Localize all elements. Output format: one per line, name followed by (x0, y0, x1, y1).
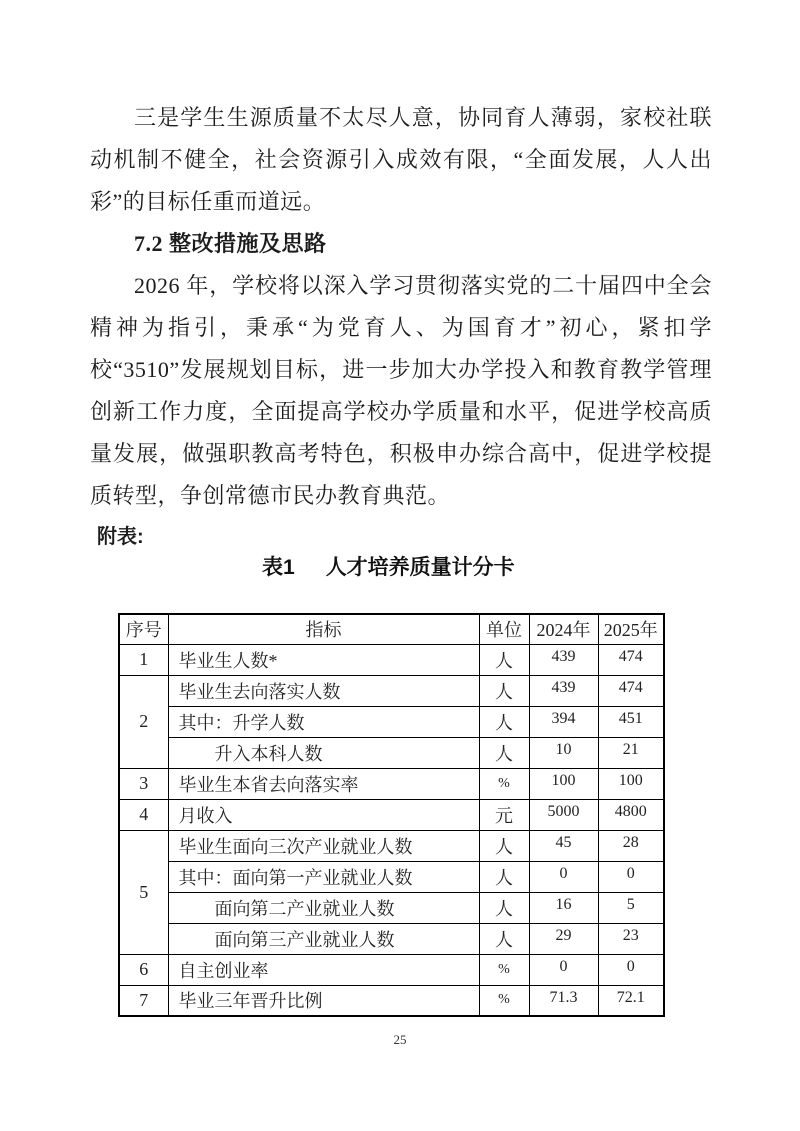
unit-cell: % (479, 985, 529, 1016)
indicator-cell: 毕业生去向落实人数 (168, 675, 479, 706)
value-2025-cell: 72.1 (598, 985, 664, 1016)
unit-cell: % (479, 768, 529, 799)
indicator-cell: 毕业生本省去向落实率 (168, 768, 479, 799)
table-row (119, 923, 664, 954)
scorecard-table (118, 613, 665, 1017)
row-number-cell: 5 (119, 830, 168, 954)
table-row (119, 768, 664, 799)
value-2025-cell: 451 (598, 706, 664, 737)
appendix-label: 附表: (97, 526, 144, 548)
indicator-cell: 其中：面向第一产业就业人数 (168, 861, 479, 892)
row-number-cell: 6 (119, 954, 168, 985)
value-2024-cell: 439 (529, 644, 598, 675)
value-2025-cell: 4800 (598, 799, 664, 830)
row-number-cell: 3 (119, 768, 168, 799)
header-row (119, 614, 664, 644)
value-2025-cell: 474 (598, 675, 664, 706)
value-2025-cell: 0 (598, 861, 664, 892)
unit-cell: 人 (479, 706, 529, 737)
value-2024-cell: 45 (529, 830, 598, 861)
header-cell-2025: 2025年 (598, 614, 664, 644)
value-2025-cell: 5 (598, 892, 664, 923)
indicator-cell: 月收入 (168, 799, 479, 830)
indicator-cell: 面向第三产业就业人数 (168, 923, 479, 954)
unit-cell: 人 (479, 861, 529, 892)
table-caption-text: 人才培养质量计分卡 (325, 556, 515, 579)
value-2024-cell: 5000 (529, 799, 598, 830)
indicator-cell: 自主创业率 (168, 954, 479, 985)
header-cell-2024: 2024年 (529, 614, 598, 644)
row-number-cell: 2 (119, 675, 168, 768)
unit-cell: 人 (479, 892, 529, 923)
paragraph-improvement-plan: 2026 年，学校将以深入学习贯彻落实党的二十届四中全会精神为指引，秉承“为党育人、为国育才”初心，紧扣学校“3510”发展规划目标，进一步加大办学投入和教育教学管理创新工作力度，全面提高学校办学质量和水平，促进学校高质量发展，做强职教高考特色，积极申办综合高中，促进学校提质转型，争创常德市民办教育典范。 (90, 273, 712, 508)
value-2024-cell: 394 (529, 706, 598, 737)
row-number-cell: 7 (119, 985, 168, 1016)
table-title (262, 553, 712, 583)
value-2024-cell: 71.3 (529, 985, 598, 1016)
value-2024-cell: 0 (529, 861, 598, 892)
unit-cell: 人 (479, 923, 529, 954)
indicator-cell: 升入本科人数 (168, 737, 479, 768)
unit-cell: 人 (479, 830, 529, 861)
indicator-cell: 毕业生人数* (168, 644, 479, 675)
value-2024-cell: 439 (529, 675, 598, 706)
value-2025-cell: 28 (598, 830, 664, 861)
table-row (119, 675, 664, 706)
scorecard-table-header (119, 614, 664, 644)
indicator-cell: 面向第二产业就业人数 (168, 892, 479, 923)
unit-cell: 人 (479, 737, 529, 768)
unit-cell: 人 (479, 644, 529, 675)
value-2025-cell: 474 (598, 644, 664, 675)
table-row (119, 830, 664, 861)
unit-cell: 人 (479, 675, 529, 706)
table-row (119, 706, 664, 737)
row-number-cell: 4 (119, 799, 168, 830)
value-2025-cell: 23 (598, 923, 664, 954)
value-2025-cell: 21 (598, 737, 664, 768)
page-number: 25 (393, 1032, 407, 1047)
value-2024-cell: 100 (529, 768, 598, 799)
header-cell-unit: 单位 (479, 614, 529, 644)
unit-cell: % (479, 954, 529, 985)
paragraph-source-quality: 三是学生生源质量不太尽人意，协同育人薄弱，家校社联动机制不健全，社会资源引入成效有限，“全面发展，人人出彩”的目标任重而道远。 (90, 105, 712, 214)
table-row (119, 954, 664, 985)
value-2024-cell: 29 (529, 923, 598, 954)
table-row (119, 892, 664, 923)
section-heading-7-2: 7.2 整改措施及思路 (134, 231, 327, 256)
table-row (119, 985, 664, 1016)
row-number-cell: 1 (119, 644, 168, 675)
value-2024-cell: 10 (529, 737, 598, 768)
indicator-cell: 毕业生面向三次产业就业人数 (168, 830, 479, 861)
indicator-cell: 毕业三年晋升比例 (168, 985, 479, 1016)
indicator-cell: 其中：升学人数 (168, 706, 479, 737)
value-2025-cell: 100 (598, 768, 664, 799)
scorecard-table-body (119, 644, 664, 1016)
table-row (119, 799, 664, 830)
table-row (119, 737, 664, 768)
value-2024-cell: 0 (529, 954, 598, 985)
table-row (119, 644, 664, 675)
unit-cell: 元 (479, 799, 529, 830)
table-row (119, 861, 664, 892)
header-cell-indicator: 指标 (168, 614, 479, 644)
table-caption-number: 表1 (262, 556, 295, 579)
header-cell-no: 序号 (119, 614, 168, 644)
value-2024-cell: 16 (529, 892, 598, 923)
value-2025-cell: 0 (598, 954, 664, 985)
